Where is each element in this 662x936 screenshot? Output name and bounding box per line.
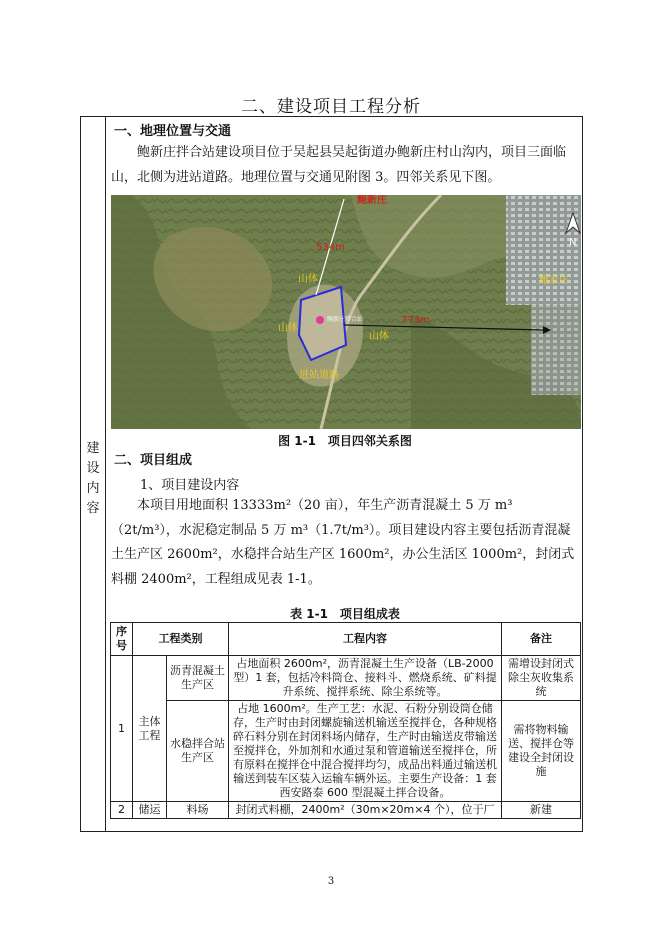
table-row <box>111 802 581 819</box>
cell-content: 占地面积 2600m²，沥青混凝土生产设备（LB-2000 型）1 套，包括冷料筒仓、接料斗、燃烧系统、矿料提升系统、搅拌系统、除尘系统等。 <box>229 656 502 701</box>
table-header-row <box>111 623 581 656</box>
page-number: 3 <box>327 876 335 887</box>
compass-label: N <box>569 237 577 248</box>
left-label-column <box>81 117 106 831</box>
cell-no: 1 <box>111 656 133 802</box>
header-content: 工程内容 <box>229 623 502 656</box>
section1-paragraph <box>111 141 579 190</box>
cell-content: 封闭式料棚，2400m²（30m×20m×4 个），位于厂 <box>229 802 502 819</box>
page-title: 二、建设项目工程分析 <box>241 97 421 117</box>
map-label-mountain-west: 山体 <box>278 323 298 334</box>
header-no: 序号 <box>111 623 133 656</box>
map-label-mountain-north: 山体 <box>298 274 318 285</box>
header-note: 备注 <box>502 623 581 656</box>
map-label-distance-north: 534m <box>316 242 345 253</box>
table-row <box>111 656 581 701</box>
vertical-char: 建 <box>86 441 100 456</box>
content-column <box>106 117 584 831</box>
map-label-distance-east: 773m <box>401 315 430 326</box>
vertical-char: 容 <box>86 501 100 516</box>
map-label-site: 鲍新庄拌合站 <box>327 316 364 323</box>
header-type: 工程类别 <box>133 623 229 656</box>
cell-subcategory: 料场 <box>167 802 229 819</box>
satellite-map <box>111 195 581 429</box>
section1-heading: 一、地理位置与交通 <box>114 124 232 139</box>
figure-caption: 图 1-1 项目四邻关系图 <box>278 434 412 448</box>
vertical-label <box>81 439 105 519</box>
cell-note: 新建 <box>502 802 581 819</box>
section2-subheading: 1、项目建设内容 <box>140 478 240 493</box>
cell-subcategory: 水稳拌合站生产区 <box>167 701 229 802</box>
section2-heading: 二、项目组成 <box>114 453 193 468</box>
map-label-town-east: 鲍家庄 <box>539 275 569 286</box>
neighbor-map-image <box>111 195 581 429</box>
cell-note: 需将物料输送、搅拌仓等建设全封闭设施 <box>502 701 581 802</box>
cell-category: 储运 <box>133 802 167 819</box>
section2-text: 本项目用地面积 13333m²（20 亩），年生产沥青混凝土 5 万 m³（2t/m³），水泥稳定制品 5 万 m³（1.7t/m³）。项目建设内容主要包括沥青混凝土生产区 2600m²，水稳拌合站生产区 1600m²，办公生活区 1000m²，封闭式料棚 2400m²，工程组成见表 1-1。 <box>111 498 575 587</box>
map-label-mountain-east: 山体 <box>369 331 389 342</box>
table-caption: 表 1-1 项目组成表 <box>290 607 400 621</box>
cell-note: 需增设封闭式除尘灰收集系统 <box>502 656 581 701</box>
section1-text: 鲍新庄拌合站建设项目位于吴起县吴起街道办鲍新庄村山沟内，项目三面临山，北侧为进站道路。地理位置与交通见附图 3。四邻关系见下图。 <box>111 145 567 185</box>
section2-paragraph <box>111 494 579 592</box>
table-row <box>111 701 581 802</box>
cell-category: 主体工程 <box>133 656 167 802</box>
content-frame <box>80 116 583 832</box>
cell-subcategory: 沥青混凝土生产区 <box>167 656 229 701</box>
map-label-road: 进站道路 <box>299 370 339 381</box>
vertical-char: 内 <box>86 481 100 496</box>
cell-no: 2 <box>111 802 133 819</box>
vertical-char: 设 <box>86 461 100 476</box>
project-composition-table <box>110 622 581 819</box>
map-label-village: 鲍新庄 <box>357 195 387 206</box>
cell-content: 占地 1600m²。生产工艺：水泥、石粉分别设筒仓储存，生产时由封闭螺旋输送机输送至搅拌仓，各种规格碎石料分别在封闭料场内储存，生产时由输送皮带输送至搅拌仓，外加剂和水通过泵和管道输送至搅拌仓，所有原料在搅拌仓中混合搅拌均匀，成品出料通过输送机输送到装车区装入运输车辆外运。主要生产设备：1 套西安路泰 600 型混凝土拌合设备。 <box>229 701 502 802</box>
